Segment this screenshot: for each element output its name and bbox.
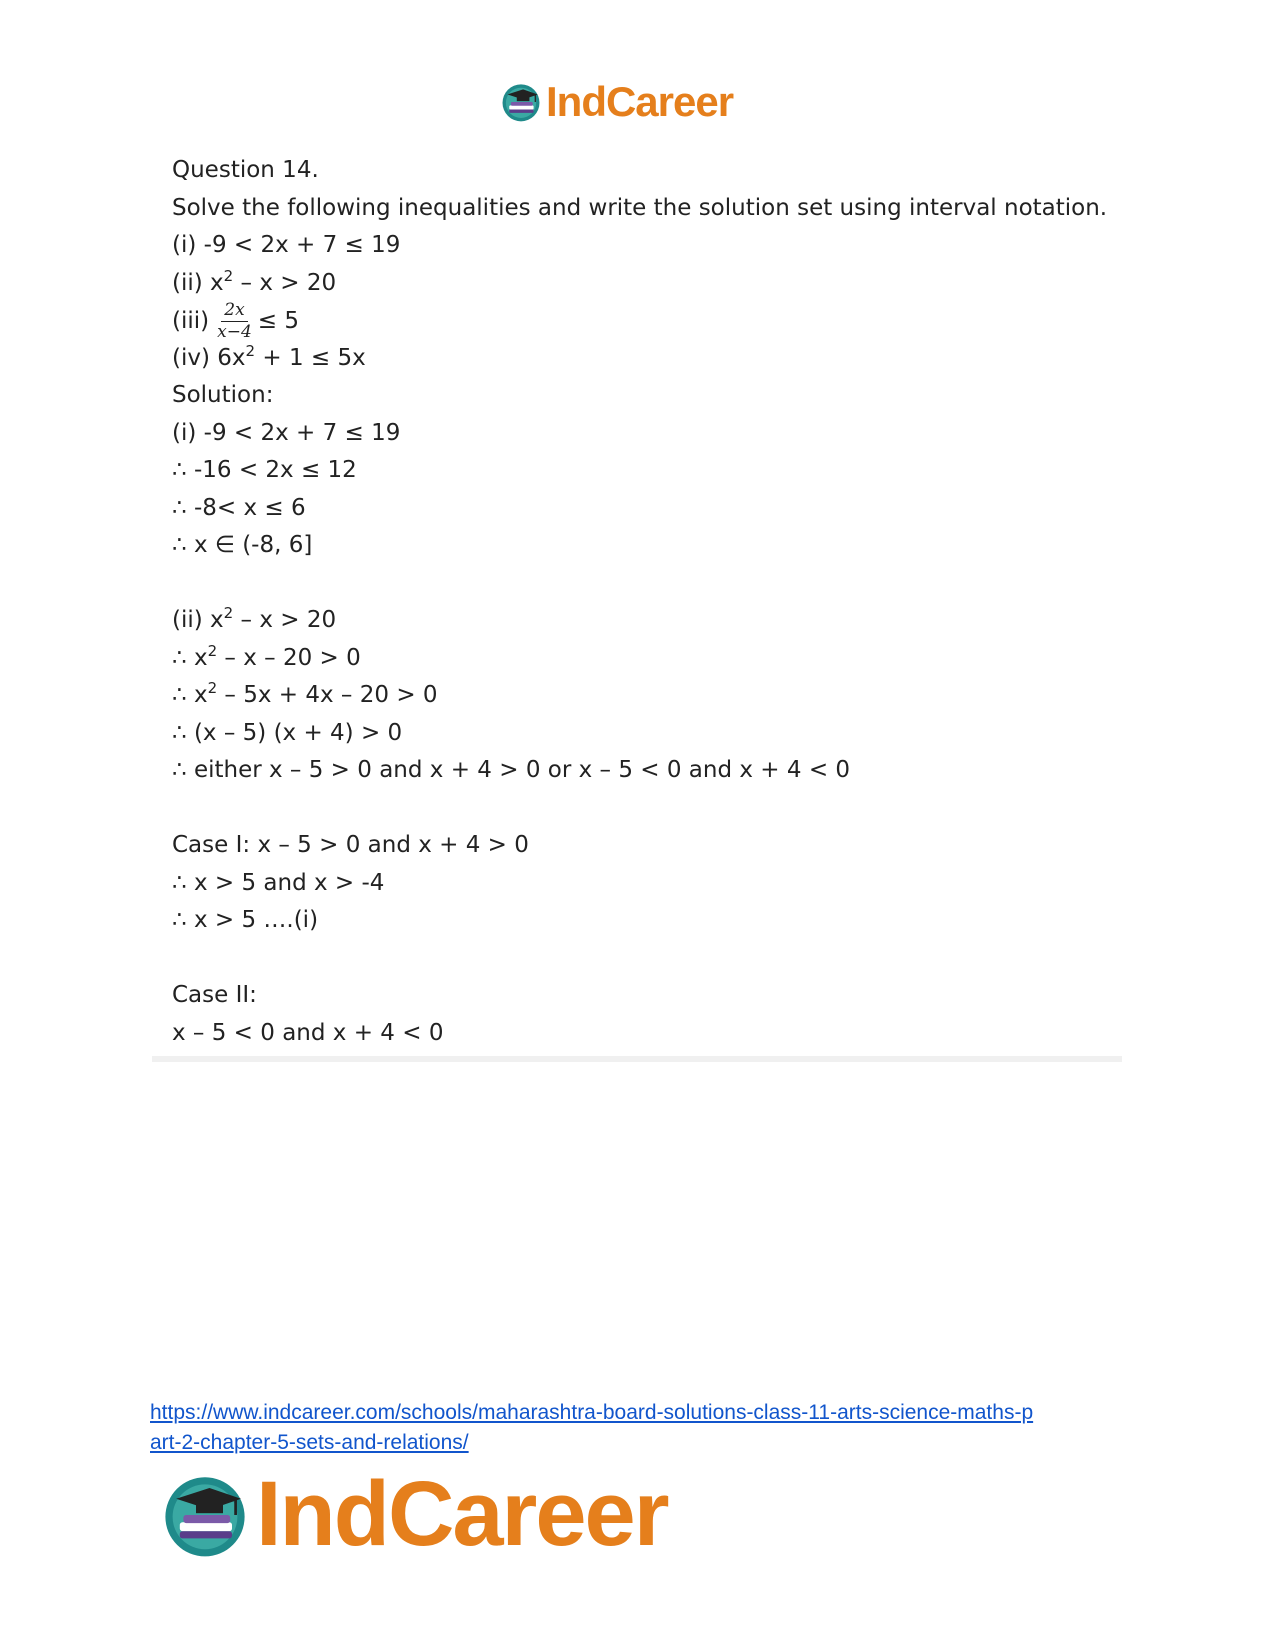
text-line: Case II: <box>172 982 257 1008</box>
blank-line <box>172 940 1132 978</box>
text-line: (ii) $x^2 - x > 20$ <box>172 266 337 296</box>
text-line: Solve the following inequalities and write the solution set using interval notation. <box>172 194 1108 221</box>
superscript: 2 <box>245 341 256 360</box>
text-line: ∴ either x – 5 > 0 and x + 4 > 0 or x – 5 < 0 and x + 4 < 0 <box>172 757 851 783</box>
text-line: ∴ x > 5 and x > -4 <box>172 869 385 896</box>
source-url-link[interactable] <box>150 1398 1130 1458</box>
logo-text: IndCareer <box>546 78 734 125</box>
url-line-2[interactable]: art-2-chapter-5-sets-and-relations/ <box>150 1431 469 1454</box>
blank-line <box>172 565 1132 603</box>
url-line-1[interactable]: https://www.indcareer.com/schools/maharashtra-board-solutions-class-11-arts-science-maths-p <box>150 1401 1034 1424</box>
text-line: ∴ x ∈ (-8, 6] <box>172 532 313 558</box>
text-line: ∴ $x^2 - 5x + 4x - 20 > 0$ <box>172 679 438 708</box>
graduation-book-icon <box>500 81 542 123</box>
superscript: 2 <box>207 641 218 660</box>
text-line: ∴ -16 < 2x ≤ 12 <box>172 457 357 483</box>
fraction-line: (iii) $\frac{2x}{x-4}$ ≤ 5 <box>172 300 299 342</box>
graduation-book-icon <box>160 1470 250 1560</box>
text-line: ∴ (x – 5) (x + 4) > 0 <box>172 719 403 746</box>
text-line: Question 14. <box>172 157 319 183</box>
blank-line <box>172 790 1132 828</box>
footer-logo <box>160 1462 668 1567</box>
text-line: ∴ -8< x ≤ 6 <box>172 494 306 521</box>
text-line: (iv) $6x^2 + 1 \le 5x$ <box>172 341 366 371</box>
text-line: x – 5 < 0 and x + 4 < 0 <box>172 1019 444 1046</box>
text-line: (i) -9 < 2x + 7 ≤ 19 <box>172 419 401 446</box>
fraction: $\frac{2x}{x-4}$ <box>217 300 252 342</box>
document-body <box>172 152 1132 1052</box>
superscript: 2 <box>207 679 218 697</box>
text-line: ∴ x > 5 ….(i) <box>172 907 319 933</box>
superscript: 2 <box>223 604 234 622</box>
logo-text: IndCareer <box>256 1463 668 1565</box>
text-line: ∴ $x^2 - x - 20 > 0$ <box>172 641 361 671</box>
text-line: (i) -9 < 2x + 7 ≤ 19 <box>172 232 401 258</box>
text-line: (ii) $x^2 - x > 20$ <box>172 604 337 633</box>
text-line: Solution: <box>172 382 274 408</box>
header-logo <box>500 78 733 126</box>
superscript: 2 <box>223 266 234 285</box>
text-line: Case I: x – 5 > 0 and x + 4 > 0 <box>172 832 529 858</box>
divider <box>152 1056 1122 1062</box>
